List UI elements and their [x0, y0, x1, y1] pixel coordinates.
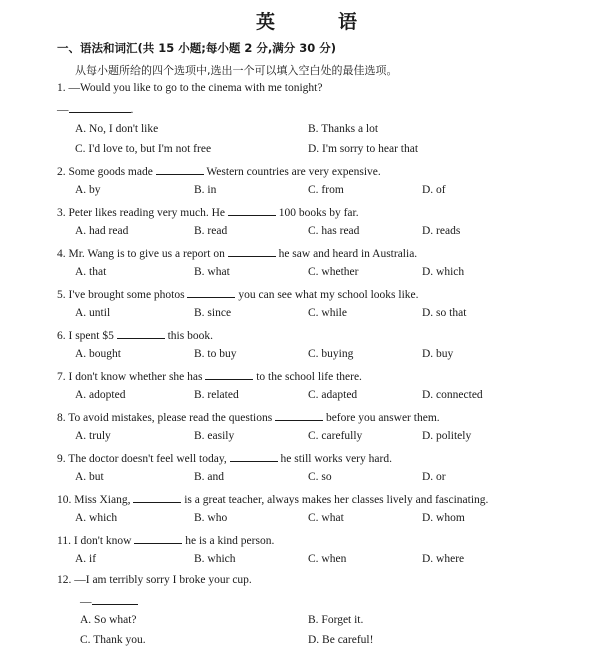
question-4-option-d[interactable]: D. which: [422, 266, 465, 278]
question-8-stem: 8. To avoid mistakes, please read the questions before you answer them.: [57, 412, 440, 424]
question-2-option-d[interactable]: D. of: [422, 184, 446, 196]
question-5-option-b[interactable]: B. since: [194, 307, 232, 319]
question-12-stem: 12. —I am terribly sorry I broke your cup.: [57, 574, 252, 586]
question-2-option-c[interactable]: C. from: [308, 184, 344, 196]
question-1-option-d[interactable]: D. I'm sorry to hear that: [308, 143, 419, 155]
question-11-option-a[interactable]: A. if: [75, 553, 97, 565]
question-12-option-c[interactable]: C. Thank you.: [80, 634, 146, 646]
page-title: 英 语: [255, 11, 379, 33]
question-3-option-c[interactable]: C. has read: [308, 225, 360, 237]
question-1-response: — .: [57, 104, 134, 116]
question-2-stem: 2. Some goods made Western countries are very expensive.: [57, 166, 381, 178]
question-3-stem: 3. Peter likes reading very much. He 100 books by far.: [57, 207, 359, 219]
question-4-option-b[interactable]: B. what: [194, 266, 230, 278]
question-10-option-d[interactable]: D. whom: [422, 512, 465, 524]
question-7-option-d[interactable]: D. connected: [422, 389, 483, 401]
question-7-option-c[interactable]: C. adapted: [308, 389, 358, 401]
question-9-option-b[interactable]: B. and: [194, 471, 225, 483]
question-2-option-a[interactable]: A. by: [75, 184, 101, 196]
question-11-option-d[interactable]: D. where: [422, 553, 465, 565]
question-11-option-b[interactable]: B. which: [194, 553, 236, 565]
question-3-option-a[interactable]: A. had read: [75, 225, 129, 237]
question-8-option-c[interactable]: C. carefully: [308, 430, 363, 442]
instruction-text: 从每小题所给的四个选项中,选出一个可以填入空白处的最佳选项。: [75, 64, 398, 77]
question-12-option-a[interactable]: A. So what?: [80, 614, 137, 626]
question-6-stem: 6. I spent $5 this book.: [57, 330, 213, 342]
question-6-option-b[interactable]: B. to buy: [194, 348, 237, 360]
question-12-response: —: [80, 594, 138, 608]
question-9-option-d[interactable]: D. or: [422, 471, 446, 483]
question-1-stem: 1. —Would you like to go to the cinema with me tonight?: [57, 82, 323, 94]
question-4-stem: 4. Mr. Wang is to give us a report on he saw and heard in Australia.: [57, 248, 418, 260]
question-9-stem: 9. The doctor doesn't feel well today, he still works very hard.: [57, 453, 392, 465]
question-1-option-c[interactable]: C. I'd love to, but I'm not free: [75, 143, 212, 155]
question-10-stem: 10. Miss Xiang, is a great teacher, always makes her classes lively and fascinating.: [57, 494, 489, 506]
question-8-option-b[interactable]: B. easily: [194, 430, 235, 442]
question-10-option-b[interactable]: B. who: [194, 512, 228, 524]
question-7-option-b[interactable]: B. related: [194, 389, 239, 401]
question-6-option-d[interactable]: D. buy: [422, 348, 454, 360]
question-9-option-a[interactable]: A. but: [75, 471, 104, 483]
question-7-stem: 7. I don't know whether she has to the school life there.: [57, 371, 362, 383]
question-5-option-a[interactable]: A. until: [75, 307, 111, 319]
question-5-option-d[interactable]: D. so that: [422, 307, 467, 319]
question-8-option-d[interactable]: D. politely: [422, 430, 472, 442]
question-1-option-a[interactable]: A. No, I don't like: [75, 123, 159, 135]
question-11-stem: 11. I don't know he is a kind person.: [57, 535, 275, 547]
question-3-option-b[interactable]: B. read: [194, 225, 228, 237]
section-heading: 一、语法和词汇(共 15 小题;每小题 2 分,满分 30 分): [57, 41, 337, 55]
question-1-option-b[interactable]: B. Thanks a lot: [308, 123, 379, 135]
question-4-option-a[interactable]: A. that: [75, 266, 107, 278]
question-9-option-c[interactable]: C. so: [308, 471, 332, 483]
question-7-option-a[interactable]: A. adopted: [75, 389, 126, 401]
question-5-option-c[interactable]: C. while: [308, 307, 347, 319]
question-6-option-c[interactable]: C. buying: [308, 348, 354, 360]
question-2-option-b[interactable]: B. in: [194, 184, 217, 196]
question-4-option-c[interactable]: C. whether: [308, 266, 359, 278]
question-12-option-b[interactable]: B. Forget it.: [308, 614, 364, 626]
question-10-option-a[interactable]: A. which: [75, 512, 118, 524]
question-12-option-d[interactable]: D. Be careful!: [308, 634, 374, 646]
question-3-option-d[interactable]: D. reads: [422, 225, 461, 237]
question-10-option-c[interactable]: C. what: [308, 512, 344, 524]
question-8-option-a[interactable]: A. truly: [75, 430, 111, 442]
question-5-stem: 5. I've brought some photos you can see what my school looks like.: [57, 289, 419, 301]
question-11-option-c[interactable]: C. when: [308, 553, 347, 565]
question-6-option-a[interactable]: A. bought: [75, 348, 121, 360]
